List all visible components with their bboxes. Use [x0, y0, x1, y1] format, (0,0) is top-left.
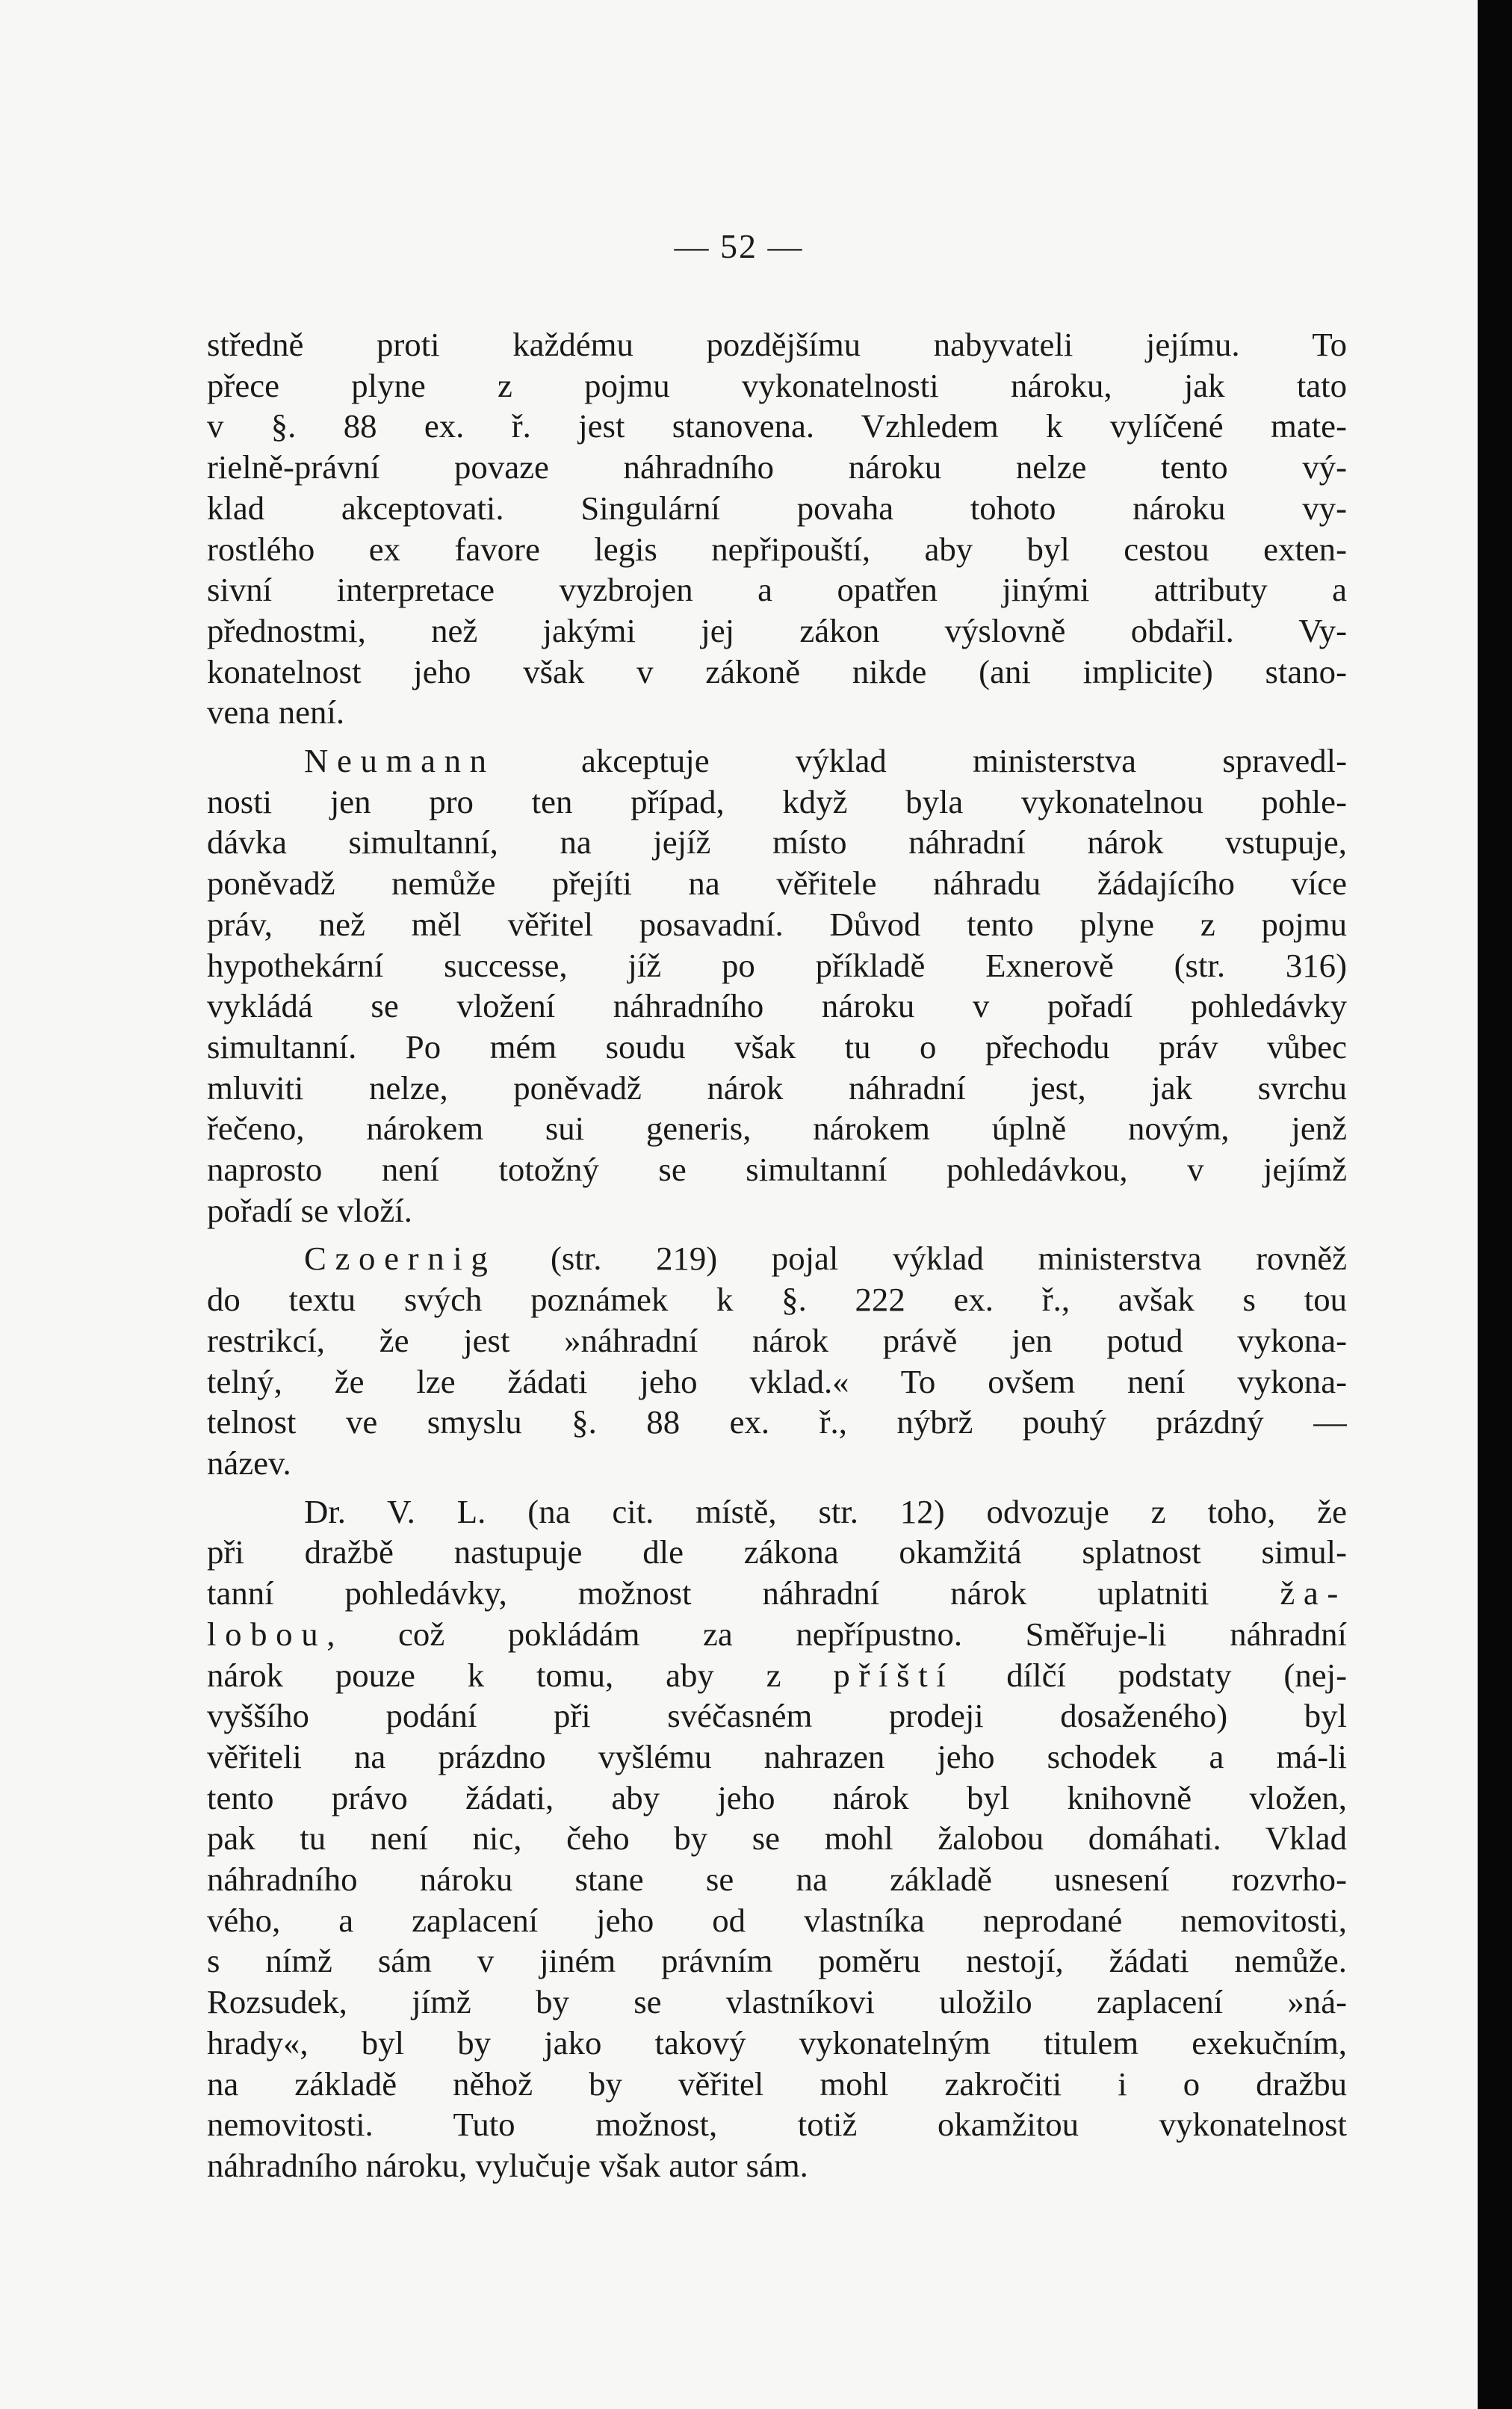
- text-fragment: , což pokládám za nepřípustno. Směřuje-li náhradní: [326, 1615, 1347, 1653]
- text-line: rielně-právní povaze náhradního nároku nelze tento vý-: [207, 448, 1347, 486]
- text-line: vého, a zaplacení jeho od vlastníka neprodané nemovitosti,: [207, 1901, 1347, 1939]
- text-line: práv, než měl věřitel posavadní. Důvod tento plyne z pojmu: [207, 905, 1347, 943]
- text-line: v §. 88 ex. ř. jest stanovena. Vzhledem k vylíčené mate-: [207, 407, 1347, 445]
- text-line: náhradního nároku, vylučuje však autor sám.: [207, 2146, 808, 2184]
- paragraph-4: [207, 1491, 1347, 2186]
- paragraph-1: [207, 324, 1347, 733]
- text-line: nemovitosti. Tuto možnost, totiž okamžitou vykonatelnost: [207, 2106, 1347, 2144]
- text-line: sivní interpretace vyzbrojen a opatřen jinými attributy a: [207, 571, 1347, 609]
- text-line: vena není.: [207, 693, 345, 732]
- text-line: pořadí se vloží.: [207, 1191, 412, 1229]
- text-line: telnost ve smyslu §. 88 ex. ř., nýbrž pouhý prázdný —: [207, 1403, 1347, 1441]
- text-line: hypothekární successe, jíž po příkladě Exnerově (str. 316): [207, 946, 1347, 984]
- text-fragment: Dr. V. L. (na cit. místě, str. 12) odvozuje z toho, že: [304, 1492, 1347, 1530]
- text-line: klad akceptovati. Singulární povaha tohoto nároku vy-: [207, 489, 1347, 527]
- text-fragment: (str. 219) pojal výklad ministerstva rovněž: [496, 1240, 1347, 1278]
- text-line: hrady«, byl by jako takový vykonatelným titulem exekučním,: [207, 2023, 1347, 2062]
- text-line: věřiteli na prázdno vyšlému nahrazen jeho schodek a má-li: [207, 1737, 1347, 1775]
- paragraph-2: [207, 740, 1347, 1231]
- text-line: pak tu není nic, čeho by se mohl žalobou domáhati. Vklad: [207, 1819, 1347, 1858]
- text-line: řečeno, nárokem sui generis, nárokem úplně novým, jenž: [207, 1110, 1347, 1148]
- text-line: název.: [207, 1444, 291, 1482]
- text-line: přednostmi, než jakými jej zákon výslovně obdařil. Vy-: [207, 611, 1347, 649]
- text-line: tento právo žádati, aby jeho nárok byl knihovně vložen,: [207, 1778, 1347, 1816]
- text-line: Rozsudek, jímž by se vlastníkovi uložilo zaplacení »ná-: [207, 1983, 1347, 2021]
- text-line: [207, 1573, 1347, 1614]
- emphasized-word: příští: [833, 1656, 955, 1694]
- text-fragment: tanní pohledávky, možnost náhradní nárok uplatniti: [207, 1574, 1280, 1612]
- text-line: přece plyne z pojmu vykonatelnosti nároku, jak tato: [207, 366, 1347, 404]
- text-line: středně proti každému pozdějšímu nabyvateli jejímu. To: [207, 326, 1347, 363]
- author-name-neumann: Neumann: [304, 742, 495, 780]
- text-fragment: dílčí podstaty (nej-: [954, 1656, 1347, 1694]
- text-line: [207, 1614, 1347, 1655]
- text-line: vykládá se vložení náhradního nároku v pořadí pohledávky: [207, 987, 1347, 1025]
- text-line: na základě něhož by věřitel mohl zakročiti i o dražbu: [207, 2065, 1347, 2103]
- author-name-czoernig: Czoernig: [304, 1240, 497, 1278]
- text-line: telný, že lze žádati jeho vklad.« To ovšem není vykona-: [207, 1362, 1347, 1400]
- text-line: simultanní. Po mém soudu však tu o přechodu práv vůbec: [207, 1027, 1347, 1066]
- paragraph-3: [207, 1238, 1347, 1483]
- text-line: do textu svých poznámek k §. 222 ex. ř., avšak s tou: [207, 1281, 1347, 1319]
- text-line: [207, 1238, 1347, 1279]
- emphasized-word: ža-: [1280, 1574, 1347, 1612]
- text-line: náhradního nároku stane se na základě usnesení rozvrho-: [207, 1861, 1347, 1899]
- text-line: nosti jen pro ten případ, když byla vykonatelnou pohle-: [207, 782, 1347, 820]
- text-line: při dražbě nastupuje dle zákona okamžitá splatnost simul-: [207, 1533, 1347, 1571]
- text-line: naprosto není totožný se simultanní pohledávkou, v jejímž: [207, 1151, 1347, 1189]
- text-line: konatelnost jeho však v zákoně nikde (ani implicite) stano-: [207, 652, 1347, 690]
- text-line: [207, 740, 1347, 782]
- text-fragment: nárok pouze k tomu, aby z: [207, 1656, 834, 1694]
- text-line: mluviti nelze, poněvadž nárok náhradní jest, jak svrchu: [207, 1069, 1347, 1107]
- text-line: rostlého ex favore legis nepřipouští, aby byl cestou exten-: [207, 530, 1347, 568]
- text-line: vyššího podání při svéčasném prodeji dosaženého) byl: [207, 1697, 1347, 1735]
- scan-border: [1478, 0, 1512, 2409]
- page-number: — 52 —: [674, 227, 804, 265]
- body-text: [207, 324, 1347, 2186]
- text-line: restrikcí, že jest »náhradní nárok právě jen potud vykona-: [207, 1321, 1347, 1359]
- text-line: [207, 1491, 1347, 1533]
- emphasized-word: lobou: [207, 1615, 327, 1653]
- text-line: poněvadž nemůže přejíti na věřitele náhradu žádajícího více: [207, 865, 1347, 903]
- text-fragment: akceptuje výklad ministerstva spravedl-: [495, 742, 1347, 780]
- text-line: [207, 1655, 1347, 1696]
- text-line: s nímž sám v jiném právním poměru nestojí, žádati nemůže.: [207, 1942, 1347, 1980]
- text-line: dávka simultanní, na jejíž místo náhradní nárok vstupuje,: [207, 823, 1347, 862]
